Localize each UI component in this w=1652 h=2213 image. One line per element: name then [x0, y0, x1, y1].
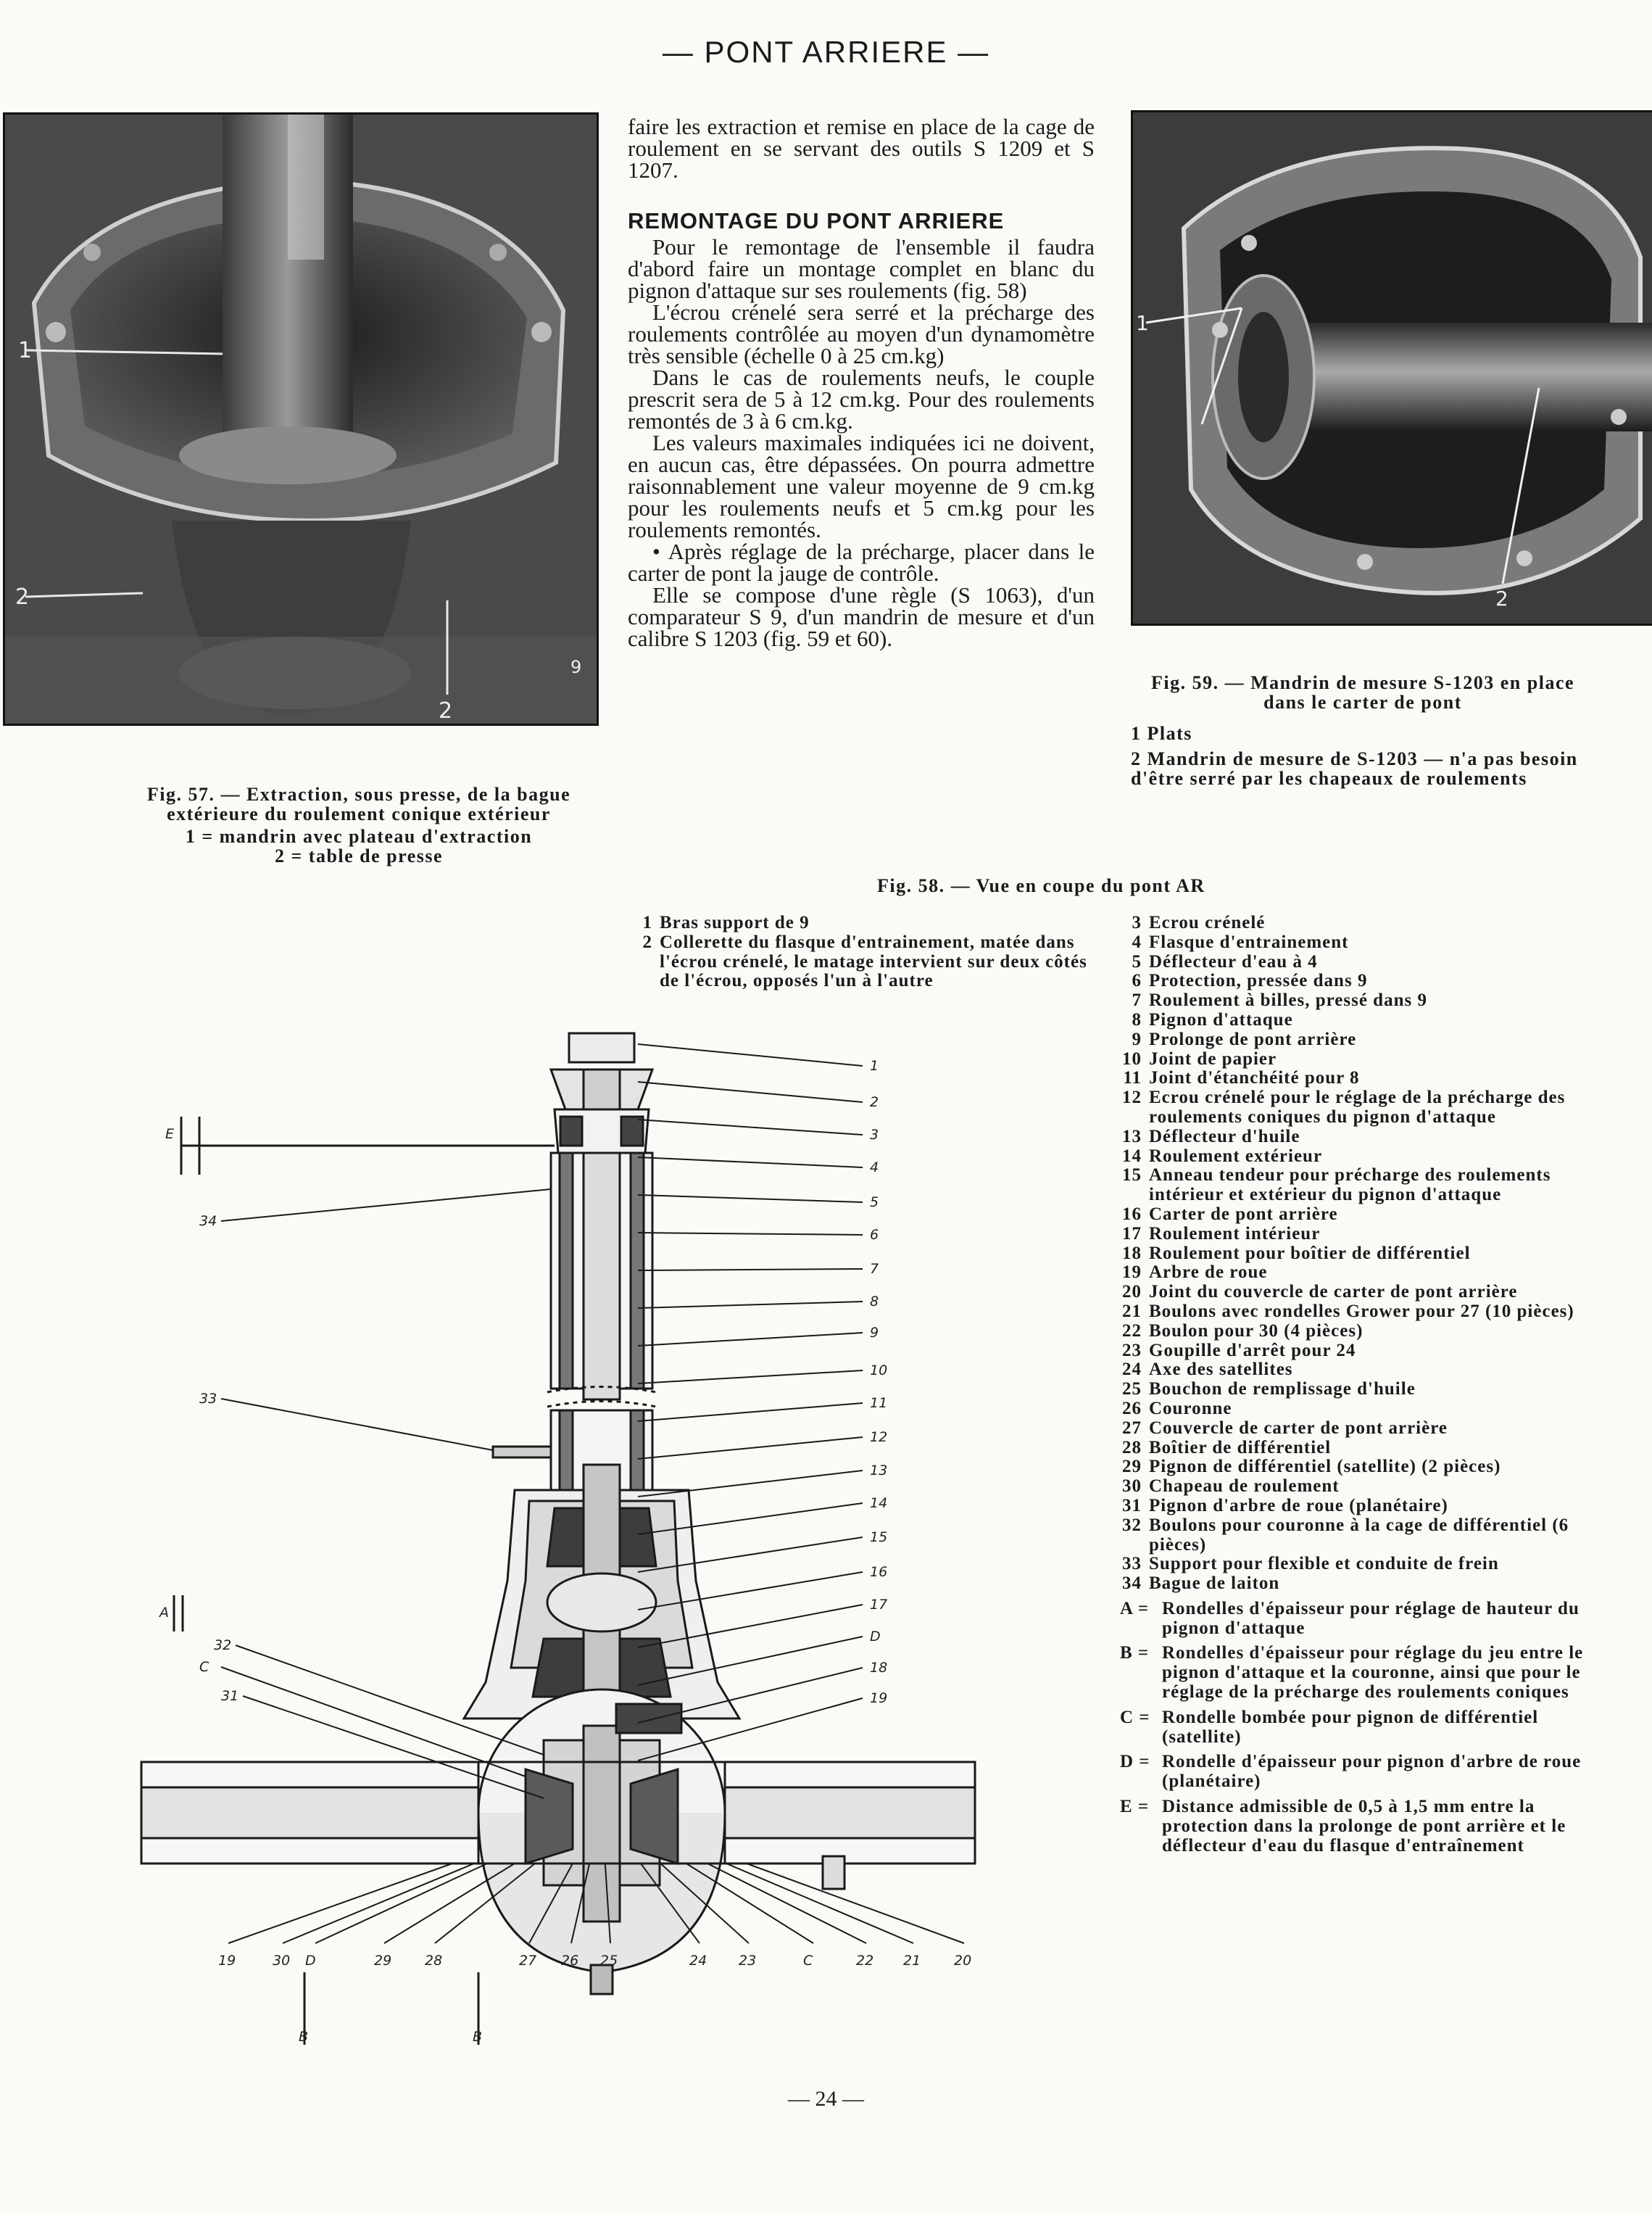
- legend-item: 28 Boîtier de différentiel: [1122, 1437, 1332, 1457]
- legend-item: 34 Bague de laiton: [1122, 1573, 1280, 1594]
- callout-label: 29: [374, 1953, 392, 1969]
- legend-item: 18 Roulement pour boîtier de différentiel: [1122, 1243, 1471, 1263]
- legend-item: 8 Pignon d'attaque: [1132, 1009, 1293, 1030]
- callout-label: 19: [870, 1690, 888, 1706]
- legend-item: 29 Pignon de différentiel (satellite) (2 pièces): [1122, 1457, 1501, 1477]
- legend-item: 19 Arbre de roue: [1122, 1262, 1268, 1283]
- legend-letter-item: A = Rondelles d'épaisseur pour réglage de hauteur du pignon d'attaque: [1120, 1598, 1580, 1638]
- callout-label-b: B: [473, 2029, 483, 2045]
- legend-item: 16 Carter de pont arrière: [1122, 1204, 1338, 1224]
- legend-item: 13 Déflecteur d'huile: [1122, 1126, 1300, 1146]
- legend-item: 20 Joint du couvercle de carter de pont arrière: [1122, 1282, 1518, 1302]
- legend-item: 15 Anneau tendeur pour précharge des roulements intérieur et extérieur du pignon d'attaque: [1122, 1165, 1551, 1205]
- callout-label: 14: [870, 1495, 888, 1511]
- legend-item: 2 Collerette du flasque d'entrainement, matée dans l'écrou crénelé, le matage intervient sur deux côtés de l'écrou, opposés l'un à l'autre: [642, 932, 1087, 991]
- legend-item: 11 Joint d'étanchéité pour 8: [1123, 1068, 1360, 1088]
- legend-item: 25 Bouchon de remplissage d'huile: [1122, 1379, 1416, 1399]
- callout-label-left: 32: [214, 1637, 232, 1653]
- callout-label: 17: [870, 1597, 888, 1613]
- legend-letter-item: C = Rondelle bombée pour pignon de différentiel (satellite): [1120, 1707, 1539, 1747]
- legend-item: 3 Ecrou crénelé: [1132, 913, 1266, 932]
- paragraph-6: Elle se compose d'une règle (S 1063), d'un comparateur S 9, d'un mandrin de mesure et d'un calibre S 1203 (fig. 59 et 60).: [628, 582, 1095, 651]
- legend-item: 22 Boulon pour 30 (4 pièces): [1122, 1320, 1363, 1341]
- fig59-label-2: 2: [1495, 587, 1508, 611]
- legend-letter-item: D = Rondelle d'épaisseur pour pignon d'arbre de roue (planétaire): [1120, 1752, 1582, 1792]
- callout-label: 11: [870, 1395, 888, 1411]
- legend-item: 5 Déflecteur d'eau à 4: [1132, 951, 1318, 972]
- paragraph-2: L'écrou crénelé sera serré et la précharge des roulements contrôlée au moyen d'un dynamomètre très sensible (échelle 0 à 25 cm.kg): [628, 299, 1095, 368]
- callout-label-left: A: [159, 1605, 169, 1621]
- fig57-item-1: 1 = mandrin avec plateau d'extraction: [185, 826, 533, 847]
- intro-paragraph: faire les extraction et remise en place de la cage de roulement en se servant des outils S 1209 et S 1207.: [628, 114, 1095, 183]
- legend-item: 12 Ecrou crénelé pour le réglage de la précharge des roulements coniques du pignon d'attaque: [1122, 1088, 1566, 1127]
- callout-label: 20: [954, 1953, 972, 1969]
- callout-label: 5: [870, 1194, 879, 1210]
- fig57-item-2: 2 = table de presse: [274, 845, 444, 866]
- callout-label: D: [870, 1629, 881, 1645]
- legend-item: 30 Chapeau de roulement: [1122, 1476, 1340, 1497]
- fig57-photo: [3, 112, 599, 726]
- fig59-label-1: 1: [1136, 311, 1149, 335]
- fig58-caption: Fig. 58. — Vue en coupe du pont AR: [877, 875, 1205, 896]
- callout-label: 6: [870, 1227, 879, 1243]
- legend-item: 27 Couvercle de carter de pont arrière: [1122, 1418, 1448, 1438]
- legend-item: 10 Joint de papier: [1122, 1048, 1277, 1069]
- legend-item: 17 Roulement intérieur: [1122, 1223, 1321, 1244]
- callout-label: 30: [273, 1953, 291, 1969]
- legend-letter-item: E = Distance admissible de 0,5 à 1,5 mm entre la protection dans la prolonge de pont arrière et le déflecteur d'eau du flasque d'entraînement: [1120, 1797, 1566, 1856]
- callout-label: 19: [218, 1953, 236, 1969]
- callout-label: 8: [870, 1294, 879, 1310]
- callout-label: 3: [870, 1127, 879, 1143]
- callout-label-left: 33: [199, 1391, 217, 1407]
- callout-label: 1: [870, 1058, 879, 1074]
- legend-item: 33 Support pour flexible et conduite de frein: [1122, 1554, 1499, 1574]
- callout-label: 4: [870, 1159, 879, 1175]
- callout-label: 23: [739, 1953, 757, 1969]
- callout-label: 28: [425, 1953, 443, 1969]
- callout-label: 18: [870, 1660, 888, 1676]
- fig58-legend-right: [1120, 914, 1598, 1856]
- legend-item: 31 Pignon d'arbre de roue (planétaire): [1122, 1495, 1448, 1515]
- callout-label: 15: [870, 1529, 888, 1545]
- callout-label: D: [305, 1953, 316, 1969]
- legend-item: 7 Roulement à billes, pressé dans 9: [1132, 990, 1427, 1011]
- callout-label: 12: [870, 1429, 888, 1445]
- fig59-item-1: 1 Plats: [1131, 723, 1192, 744]
- callout-label: 22: [856, 1953, 874, 1969]
- fig59-photo: [1131, 110, 1652, 626]
- callout-label: 25: [600, 1953, 618, 1969]
- callout-label: 10: [870, 1362, 888, 1378]
- callout-label: 21: [903, 1953, 921, 1969]
- fig57-caption-block: [123, 785, 594, 866]
- fig57-label-1: 1: [18, 338, 33, 363]
- callout-label: 2: [870, 1094, 879, 1110]
- fig59-item-2: 2 Mandrin de mesure de S-1203 — n'a pas besoin d'être serré par les chapeaux de roulements: [1131, 748, 1578, 789]
- legend-letter-item: B = Rondelles d'épaisseur pour réglage du jeu entre le pignon d'attaque et la couronne, ainsi que pour le réglage de la précharge des roulements coniques: [1120, 1643, 1584, 1703]
- fig58-drawing: [138, 1030, 979, 2045]
- fig57-label-2b: 2: [439, 698, 453, 724]
- main-text-column: [628, 116, 1095, 650]
- callout-label: 27: [519, 1953, 537, 1969]
- fig59-caption-block: [1131, 673, 1595, 788]
- callout-label: 24: [689, 1953, 707, 1969]
- legend-item: 32 Boulons pour couronne à la cage de différentiel (6 pièces): [1122, 1515, 1569, 1555]
- fig57-label-2a: 2: [15, 584, 30, 610]
- callout-label: 16: [870, 1564, 888, 1580]
- callout-label: C: [803, 1953, 813, 1969]
- legend-item: 24 Axe des satellites: [1122, 1360, 1293, 1380]
- callout-label-left: 31: [221, 1688, 239, 1704]
- fig58-legend-left: [631, 914, 1095, 991]
- paragraph-4: Les valeurs maximales indiquées ici ne doivent, en aucun cas, être dépassées. On pourra admettre raisonnablement une valeur moyenne de 9 cm.kg pour les roulements neufs et 5 cm.kg pour les roulements remontés.: [628, 430, 1095, 542]
- legend-item: 21 Boulons avec rondelles Grower pour 27 (10 pièces): [1122, 1301, 1574, 1321]
- paragraph-5: • Après réglage de la précharge, placer dans le carter de pont la jauge de contrôle.: [628, 539, 1095, 586]
- legend-item: 23 Goupille d'arrêt pour 24: [1122, 1340, 1356, 1360]
- callout-label: 26: [561, 1953, 579, 1969]
- legend-item: 6 Protection, pressée dans 9: [1132, 971, 1368, 991]
- callout-label-b: B: [299, 2029, 309, 2045]
- legend-item: 1 Bras support de 9: [642, 913, 810, 932]
- paragraph-1: Pour le remontage de l'ensemble il faudra d'abord faire un montage complet en blanc du pignon d'attaque sur ses roulements (fig. 58): [628, 234, 1095, 303]
- paragraph-3: Dans le cas de roulements neufs, le couple prescrit sera de 5 à 12 cm.kg. Pour des roulements remontés de 3 à 6 cm.kg.: [628, 365, 1095, 434]
- section-title: REMONTAGE DU PONT ARRIERE: [628, 208, 1005, 233]
- callout-label: 13: [870, 1463, 888, 1478]
- fig57-label-9: 9: [570, 657, 582, 677]
- legend-item: 14 Roulement extérieur: [1122, 1146, 1323, 1166]
- page-header: — PONT ARRIERE —: [662, 35, 990, 69]
- legend-item: 4 Flasque d'entrainement: [1132, 932, 1349, 952]
- fig59-caption: Fig. 59. — Mandrin de mesure S-1203 en place dans le carter de pont: [1150, 672, 1575, 713]
- callout-label: 9: [870, 1325, 879, 1341]
- callout-label-left: C: [199, 1659, 209, 1675]
- callout-label: 7: [870, 1261, 879, 1277]
- callout-label-left: E: [165, 1126, 175, 1142]
- legend-item: 9 Prolonge de pont arrière: [1132, 1029, 1357, 1049]
- legend-item: 26 Couronne: [1122, 1398, 1232, 1418]
- fig57-caption: Fig. 57. — Extraction, sous presse, de la bague extérieure du roulement conique extérieur: [146, 784, 571, 824]
- callout-label-left: 34: [199, 1213, 217, 1229]
- page-number: — 24 —: [788, 2087, 864, 2111]
